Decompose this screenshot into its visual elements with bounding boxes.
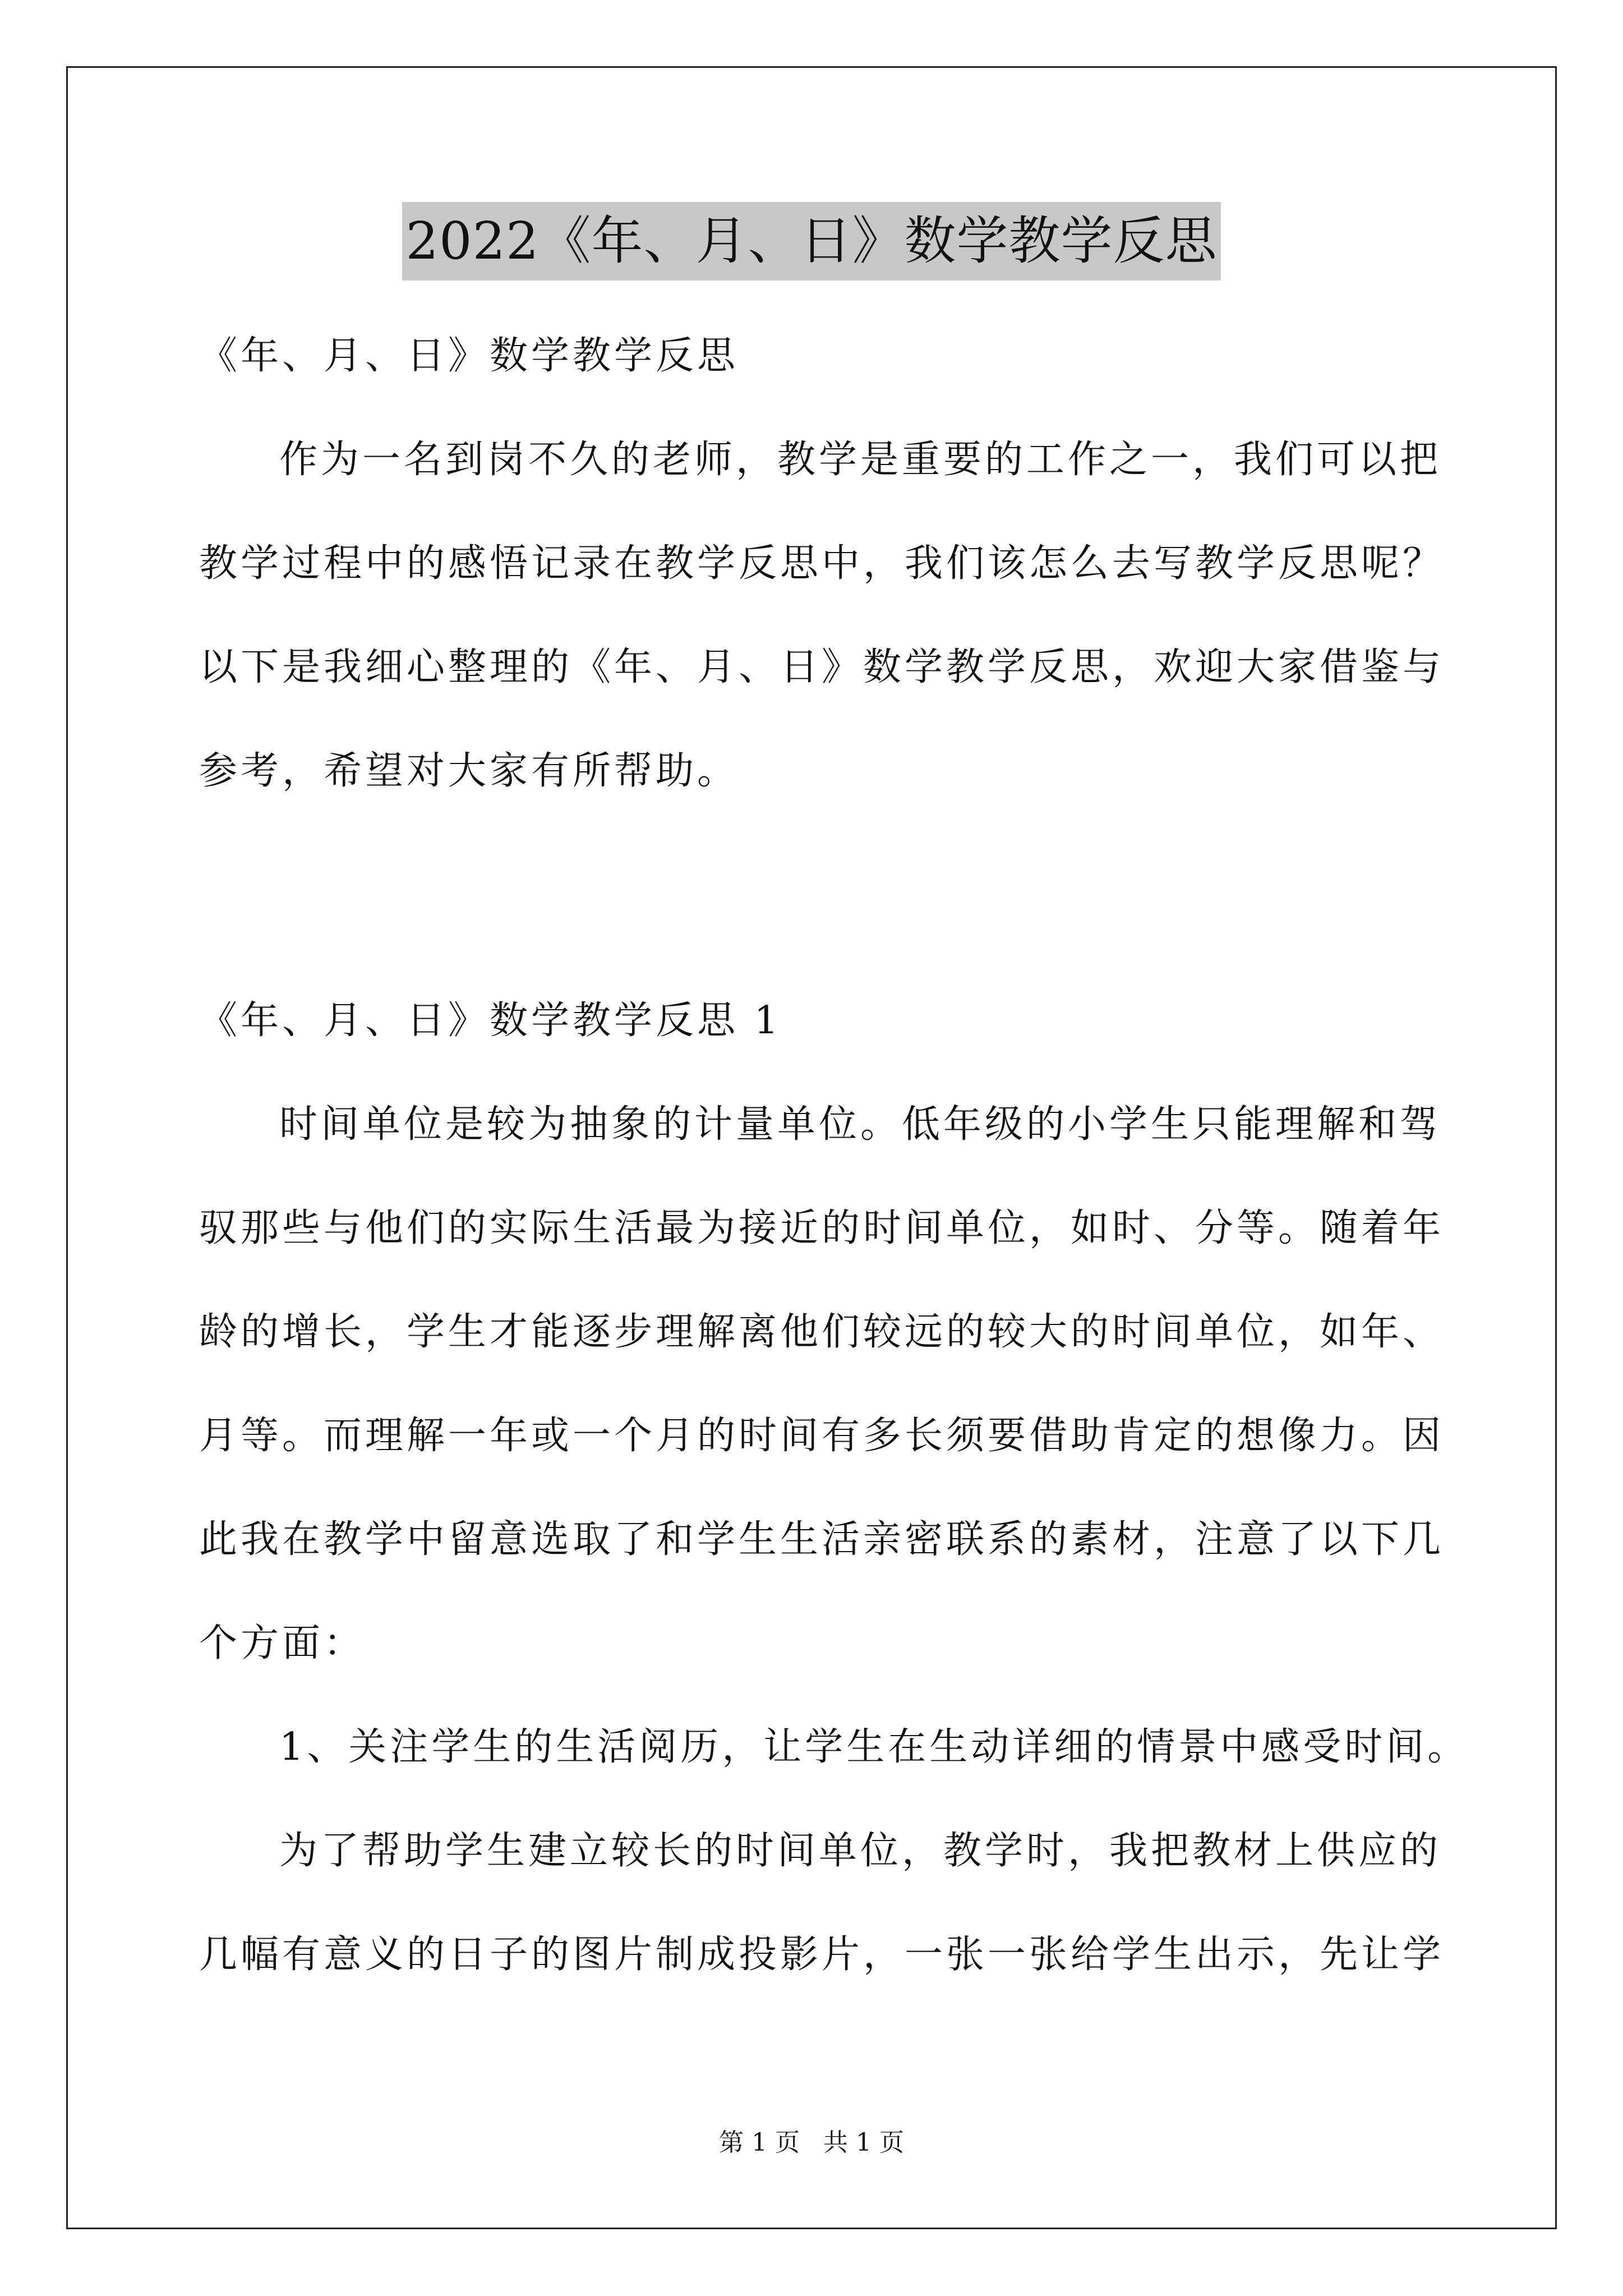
paragraph-line: 月等。而理解一年或一个月的时间有多长须要借助肯定的想像力。因 (199, 1414, 1445, 1458)
paragraph-line: 1、关注学生的生活阅历，让学生在生动详细的情景中感受时间。 (279, 1725, 1469, 1769)
paragraph-line: 几幅有意义的日子的图片制成投影片，一张一张给学生出示，先让学 (199, 1932, 1445, 1977)
title-container (0, 202, 1623, 280)
paragraph-line: 为了帮助学生建立较长的时间单位，教学时，我把教材上供应的 (279, 1829, 1442, 1873)
paragraph-line: 驭那些与他们的实际生活最为接近的时间单位，如时、分等。随着年 (199, 1206, 1445, 1250)
document-title: 2022《年、月、日》数学教学反思 (402, 202, 1220, 280)
paragraph-line: 龄的增长，学生才能逐步理解离他们较远的较大的时间单位，如年、 (199, 1310, 1445, 1354)
paragraph-line: 时间单位是较为抽象的计量单位。低年级的小学生只能理解和驾 (279, 1102, 1442, 1147)
section-heading: 《年、月、日》数学教学反思 (199, 334, 739, 378)
paragraph-line: 此我在教学中留意选取了和学生生活亲密联系的素材，注意了以下几 (199, 1517, 1445, 1562)
section-heading: 《年、月、日》数学教学反思 1 (199, 999, 782, 1043)
paragraph-line: 参考，希望对大家有所帮助。 (199, 749, 739, 793)
paragraph-line: 作为一名到岗不久的老师，教学是重要的工作之一，我们可以把 (279, 438, 1442, 482)
paragraph-line: 个方面： (199, 1621, 366, 1665)
paragraph-line: 以下是我细心整理的《年、月、日》数学教学反思，欢迎大家借鉴与 (199, 645, 1445, 689)
page-footer: 第 1 页 共 1 页 (719, 2128, 904, 2157)
paragraph-line: 教学过程中的感悟记录在教学反思中，我们该怎么去写教学反思呢？ (199, 541, 1445, 586)
